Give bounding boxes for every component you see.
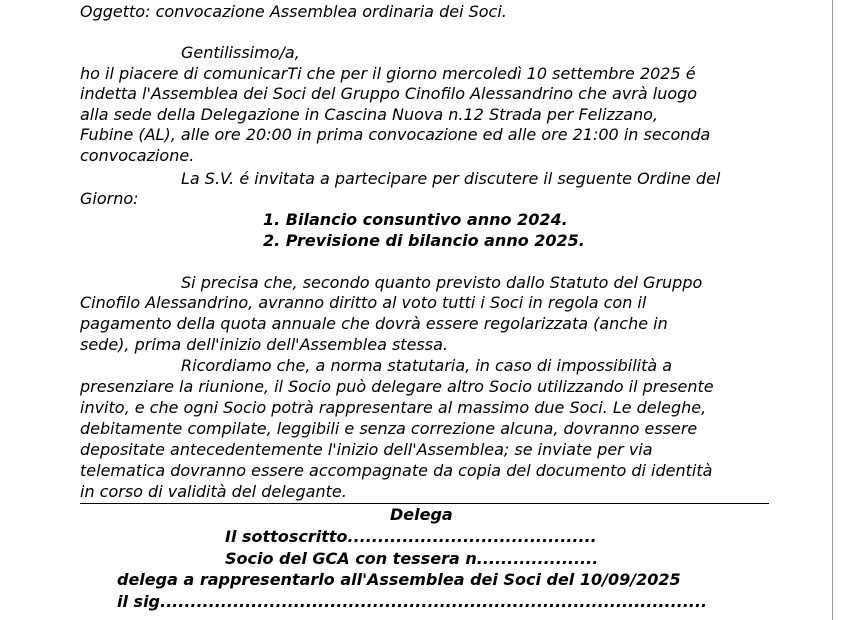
paragraph-4-line: Ricordiamo che, a norma statutaria, in caso di impossibilità a [181, 356, 673, 375]
paragraph-1-line: ho il piacere di comunicarTi che per il giorno mercoledì 10 settembre 2025 é [80, 64, 696, 83]
page-edge [832, 0, 833, 620]
paragraph-4-line: invito, e che ogni Socio potrà rappresentare al massimo due Soci. Le deleghe, [80, 398, 707, 417]
paragraph-3-line: Cinofilo Alessandrino, avranno diritto al voto tutti i Soci in regola con il [80, 293, 647, 312]
paragraph-4-line: telematica dovranno essere accompagnate da copia del documento di identità [80, 461, 713, 480]
delega-statement-line: delega a rappresentarlo all'Assemblea dei Soci del 10/09/2025 [117, 570, 681, 589]
paragraph-4-line: presenziare la riunione, il Socio può delegare altro Socio utilizzando il presente [80, 377, 714, 396]
delega-delegate-line: il sig.......................................................................................... [117, 592, 708, 611]
delega-title: Delega [390, 505, 453, 524]
paragraph-4-line: depositate antecedentemente l'inizio dell'Assemblea; se inviate per via [80, 440, 653, 459]
delega-membership-line: Socio del GCA con tessera n.................... [225, 549, 599, 568]
paragraph-1-line: convocazione. [80, 146, 195, 165]
paragraph-3-line: Si precisa che, secondo quanto previsto dallo Statuto del Gruppo [181, 273, 703, 292]
paragraph-2-line: La S.V. é invitata a partecipare per discutere il seguente Ordine del [181, 169, 721, 188]
paragraph-1-line: indetta l'Assemblea dei Soci del Gruppo Cinofilo Alessandrino che avrà luogo [80, 84, 698, 103]
greeting: Gentilissimo/a, [181, 43, 300, 62]
paragraph-3-line: sede), prima dell'inizio dell'Assemblea stessa. [80, 335, 448, 354]
delega-undersigned-line: Il sottoscritto......................................... [225, 527, 597, 546]
subject-line: Oggetto: convocazione Assemblea ordinaria dei Soci. [80, 2, 507, 21]
agenda-item: 1. Bilancio consuntivo anno 2024. [263, 210, 568, 229]
paragraph-4-line: in corso di validità del delegante. [80, 482, 347, 501]
agenda-item: 2. Previsione di bilancio anno 2025. [263, 231, 585, 250]
paragraph-4-line: debitamente compilate, leggibili e senza correzione alcuna, dovranno essere [80, 419, 698, 438]
paragraph-1-line: Fubine (AL), alle ore 20:00 in prima convocazione ed alle ore 21:00 in seconda [80, 125, 711, 144]
section-divider [80, 503, 769, 504]
paragraph-3-line: pagamento della quota annuale che dovrà essere regolarizzata (anche in [80, 314, 668, 333]
paragraph-1-line: alla sede della Delegazione in Cascina Nuova n.12 Strada per Felizzano, [80, 105, 659, 124]
paragraph-2-line: Giorno: [80, 189, 139, 208]
